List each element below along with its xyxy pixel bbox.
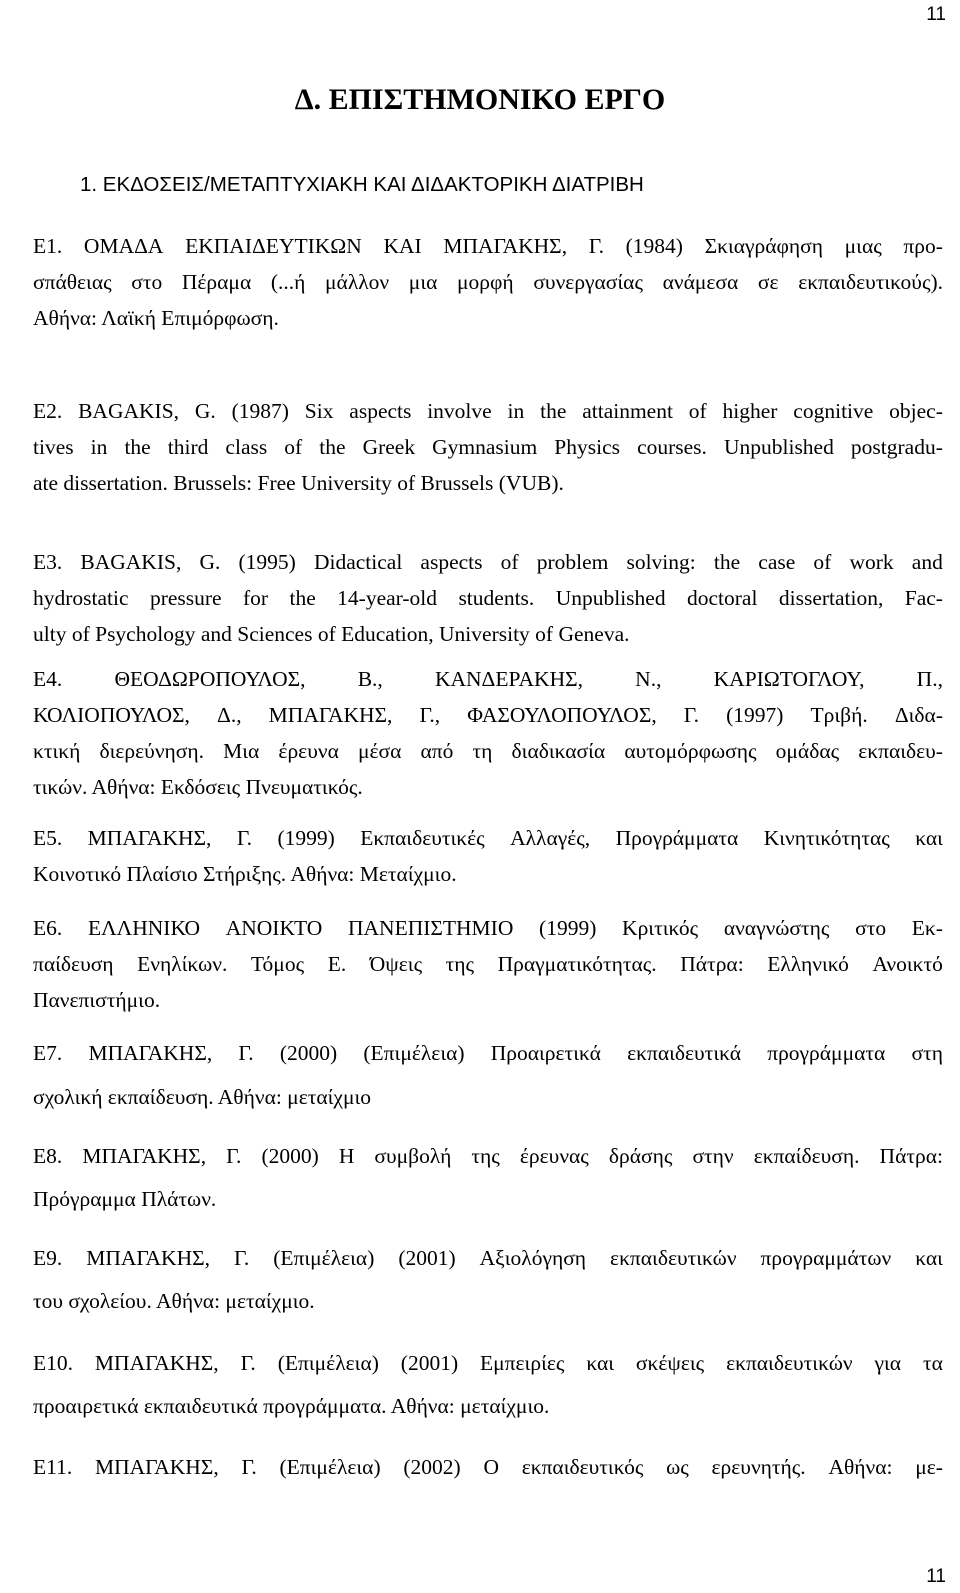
entry-line: Ε10. ΜΠΑΓΑΚΗΣ, Γ. (Επιμέλεια) (2001) Εμπειρίες και σκέψεις εκπαιδευτικών για τα: [33, 1351, 943, 1375]
entry-line: hydrostatic pressure for the 14-year-old students. Unpublished doctoral dissertation, Fac-: [33, 586, 943, 610]
entry-line: σχολική εκπαίδευση. Αθήνα: μεταίχμιο: [33, 1085, 372, 1109]
entry-line: ulty of Psychology and Sciences of Education, University of Geneva.: [33, 622, 630, 646]
entry-line: ate dissertation. Brussels: Free University of Brussels (VUB).: [33, 471, 564, 495]
entry-line: Κοινοτικό Πλαίσιο Στήριξης. Αθήνα: Μεταίχμιο.: [33, 862, 457, 886]
entry-line: Πανεπιστήμιο.: [33, 988, 161, 1012]
entry-line: Ε2. BAGAKIS, G. (1987) Six aspects involve in the attainment of higher cognitive objec-: [33, 399, 943, 423]
entry-line: κτική διερεύνηση. Μια έρευνα μέσα από τη διαδικασία αυτομόρφωσης ομάδας εκπαιδευ-: [33, 739, 943, 763]
entry-line: προαιρετικά εκπαιδευτικά προγράμματα. Αθήνα: μεταίχμιο.: [33, 1394, 550, 1418]
entry-line: Ε7. ΜΠΑΓΑΚΗΣ, Γ. (2000) (Επιμέλεια) Προαιρετικά εκπαιδευτικά προγράμματα στη: [33, 1041, 943, 1065]
entry-line: Αθήνα: Λαϊκή Επιμόρφωση.: [33, 306, 279, 330]
entry-line: Ε6. ΕΛΛΗΝΙΚΟ ΑΝΟΙΚΤΟ ΠΑΝΕΠΙΣΤΗΜΙΟ (1999) Κριτικός αναγνώστης στο Εκ-: [33, 916, 943, 940]
entry-line: του σχολείου. Αθήνα: μεταίχμιο.: [33, 1289, 315, 1313]
entry-line: Ε1. ΟΜΑΔΑ ΕΚΠΑΙΔΕΥΤΙΚΩΝ ΚΑΙ ΜΠΑΓΑΚΗΣ, Γ. (1984) Σκιαγράφηση μιας προ-: [33, 234, 943, 258]
entry-line: Ε9. ΜΠΑΓΑΚΗΣ, Γ. (Επιμέλεια) (2001) Αξιολόγηση εκπαιδευτικών προγραμμάτων και: [33, 1246, 943, 1270]
entry-line: Ε4. ΘΕΟΔΩΡΟΠΟΥΛΟΣ, Β., ΚΑΝΔΕΡΑΚΗΣ, Ν., ΚΑΡΙΩΤΟΓΛΟΥ, Π.,: [33, 667, 943, 691]
entry-line: Ε11. ΜΠΑΓΑΚΗΣ, Γ. (Επιμέλεια) (2002) Ο εκπαιδευτικός ως ερευνητής. Αθήνα: με-: [33, 1455, 943, 1479]
page-number-bottom: 11: [926, 1566, 946, 1587]
entry-line: Πρόγραμμα Πλάτων.: [33, 1187, 217, 1211]
entry-line: τικών. Αθήνα: Εκδόσεις Πνευματικός.: [33, 775, 363, 799]
entry-line: Ε5. ΜΠΑΓΑΚΗΣ, Γ. (1999) Εκπαιδευτικές Αλλαγές, Προγράμματα Κινητικότητας και: [33, 826, 943, 850]
entry-line: ΚΟΛΙΟΠΟΥΛΟΣ, Δ., ΜΠΑΓΑΚΗΣ, Γ., ΦΑΣΟΥΛΟΠΟΥΛΟΣ, Γ. (1997) Τριβή. Διδα-: [33, 703, 943, 727]
entry-line: Ε3. BAGAKIS, G. (1995) Didactical aspects of problem solving: the case of work and: [33, 550, 943, 574]
subsection-heading: 1. ΕΚΔΟΣΕΙΣ/ΜΕΤΑΠΤΥΧΙΑΚΗ ΚΑΙ ΔΙΔΑΚΤΟΡΙΚΗ ΔΙΑΤΡΙΒΗ: [80, 173, 644, 196]
entry-line: παίδευση Ενηλίκων. Τόμος Ε. Όψεις της Πραγματικότητας. Πάτρα: Ελληνικό Ανοικτό: [33, 952, 943, 976]
entry-line: Ε8. ΜΠΑΓΑΚΗΣ, Γ. (2000) Η συμβολή της έρευνας δράσης στην εκπαίδευση. Πάτρα:: [33, 1144, 943, 1168]
page-number-top: 11: [926, 4, 946, 25]
section-title: Δ. ΕΠΙΣΤΗΜΟΝΙΚΟ ΕΡΓΟ: [294, 83, 666, 116]
entry-line: σπάθειας στο Πέραμα (...ή μάλλον μια μορφή συνεργασίας ανάμεσα σε εκπαιδευτικούς).: [33, 270, 943, 294]
entry-line: tives in the third class of the Greek Gymnasium Physics courses. Unpublished postgradu-: [33, 435, 943, 459]
